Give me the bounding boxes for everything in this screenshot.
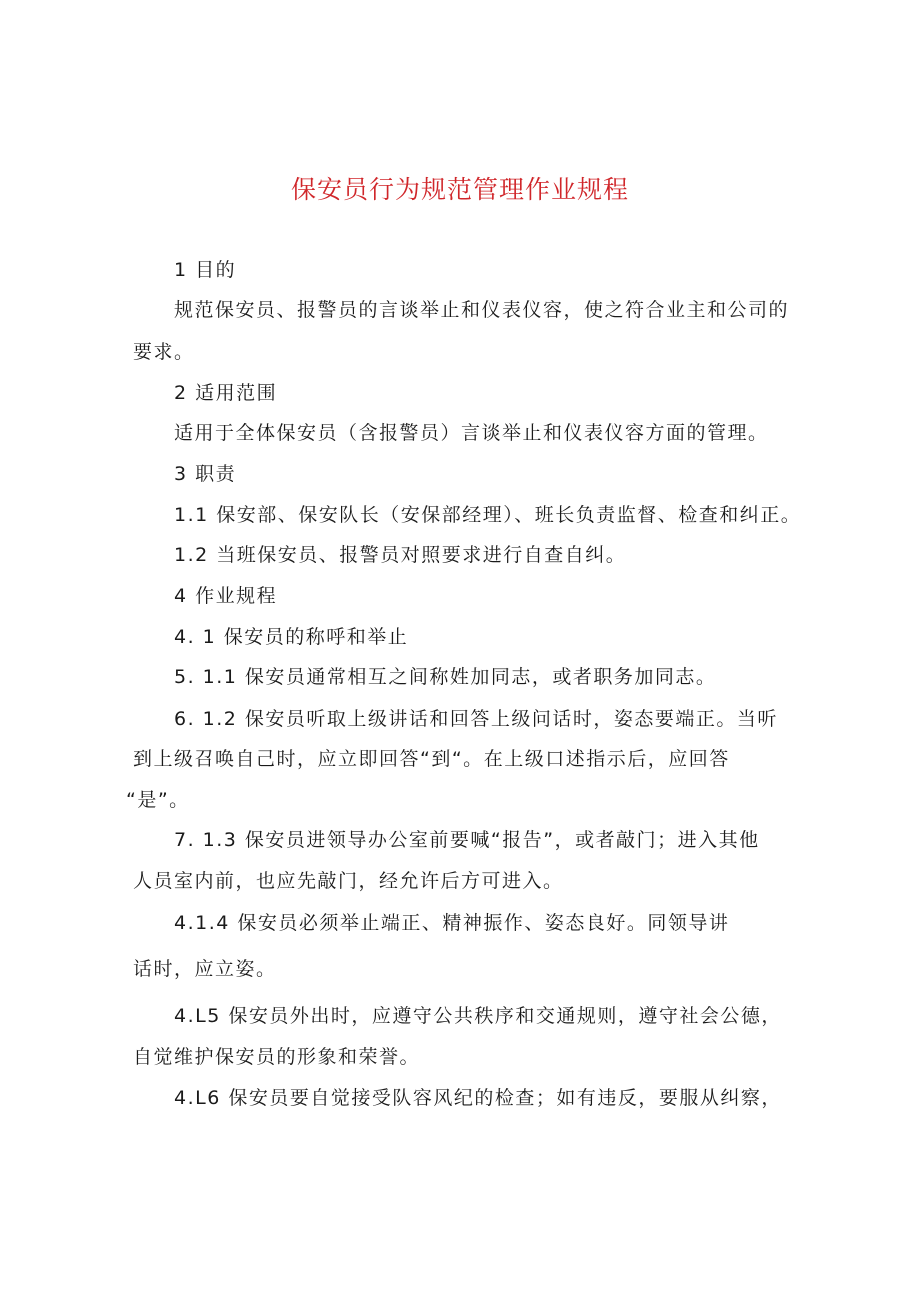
paragraph-line: 人员室内前，也应先敲门，经允许后方可进入。: [133, 870, 564, 892]
paragraph-line: 适用于全体保安员（含报警员）言谈举止和仪表仪容方面的管理。: [174, 422, 769, 444]
paragraph-line: 要求。: [133, 341, 195, 363]
paragraph-line: “是”。: [126, 789, 190, 811]
paragraph-line: 自觉维护保安员的形象和荣誉。: [133, 1046, 421, 1068]
list-item: 1.2 当班保安员、报警员对照要求进行自查自纠。: [174, 544, 627, 566]
list-item: 6. 1.2 保安员听取上级讲话和回答上级问话时，姿态要端正。当听: [174, 708, 778, 730]
list-item: 7. 1.3 保安员进领导办公室前要喊“报告”，或者敲门；进入其他: [174, 829, 760, 851]
paragraph-line: 话时，应立姿。: [133, 958, 277, 980]
heading-duties: 3 职责: [174, 463, 237, 485]
list-item: 4.L6 保安员要自觉接受队容风纪的检查；如有违反，要服从纠察，: [174, 1087, 782, 1109]
list-item: 1.1 保安部、保安队长（安保部经理）、班长负责监督、检查和纠正。: [174, 504, 802, 526]
list-item: 4.1.4 保安员必须举止端正、精神振作、姿态良好。同领导讲: [174, 912, 730, 934]
heading-purpose: 1 目的: [174, 259, 237, 281]
document-title: 保安员行为规范管理作业规程: [290, 175, 629, 204]
list-item: 5. 1.1 保安员通常相互之间称姓加同志，或者职务加同志。: [174, 666, 717, 688]
heading-procedure: 4 作业规程: [174, 585, 278, 607]
paragraph-line: 到上级召唤自己时，应立即回答“到“。在上级口述指示后，应回答: [133, 748, 730, 770]
subheading: 4. 1 保安员的称呼和举止: [174, 626, 409, 648]
heading-scope: 2 适用范围: [174, 382, 278, 404]
list-item: 4.L5 保安员外出时，应遵守公共秩序和交通规则，遵守社会公德，: [174, 1005, 782, 1027]
paragraph-line: 规范保安员、报警员的言谈举止和仪表仪容，使之符合业主和公司的: [174, 299, 790, 321]
